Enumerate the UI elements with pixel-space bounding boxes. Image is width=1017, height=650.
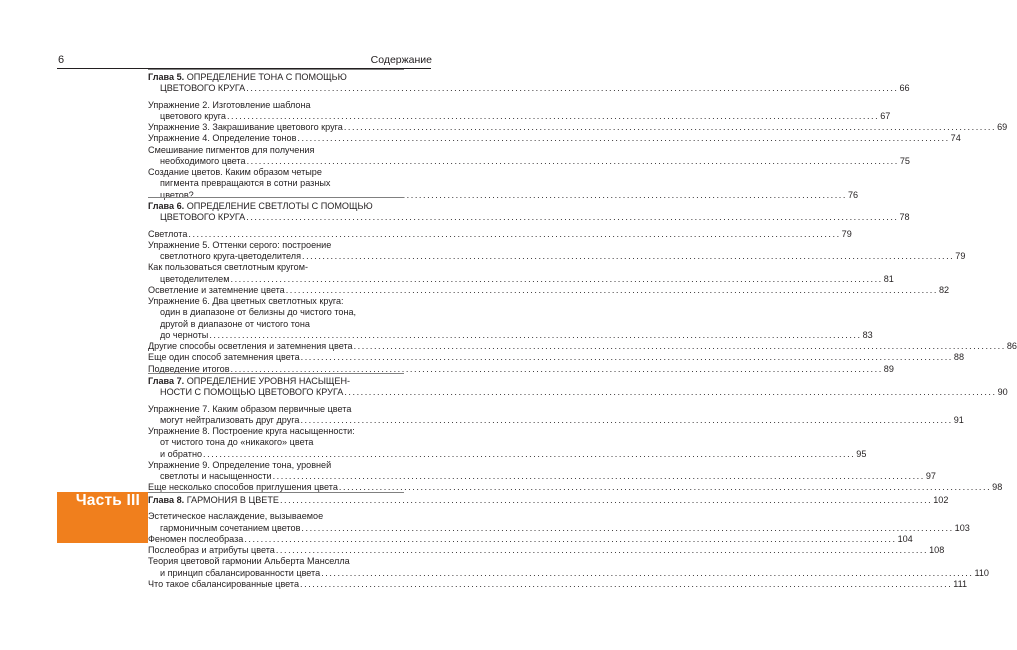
entry-text: ОПРЕДЕЛЕНИЕ ТОНА С ПОМОЩЬЮ (184, 72, 347, 82)
page-ref: 76 (847, 189, 859, 200)
entry-text: Еще несколько способов приглушения цвета (148, 482, 338, 493)
dot-leader: ................................................................................................................................................................ (209, 329, 862, 340)
entry-title (160, 568, 320, 579)
entry-title (160, 319, 310, 330)
dot-leader: ................................................................................................................................................................ (272, 471, 925, 481)
entry-title (160, 212, 245, 223)
toc-entry (148, 262, 404, 273)
entry-text: Как пользоваться светлотным кругом- (148, 262, 308, 273)
dot-leader: ................................................................................................................................................................ (230, 363, 883, 374)
chapter-number: Глава 7. (148, 376, 185, 386)
entry-text: Эстетическое наслаждение, вызываемое (148, 511, 324, 522)
entry-text: от чистого тона до «никакого» цвета (160, 437, 314, 448)
toc-entry (148, 341, 1017, 352)
toc-entry (148, 212, 910, 223)
entry-text: Еще один способ затемнения цвета (148, 352, 300, 363)
entry-text: могут нейтрализовать друг друга (160, 414, 300, 425)
entry-title (160, 387, 343, 398)
entry-title (148, 296, 344, 307)
entry-text: цветового круга (160, 110, 226, 121)
dot-leader: ................................................................................................................................................................ (246, 212, 899, 223)
toc-entry (148, 133, 961, 144)
entry-text: Светлота (148, 228, 188, 239)
dot-leader: ................................................................................................................................................................ (300, 352, 953, 363)
entry-title (160, 523, 300, 534)
toc-entry (148, 122, 1008, 133)
entry-text: Подведение итогов (148, 363, 230, 374)
page-ref: 75 (899, 155, 910, 166)
entry-title (160, 111, 226, 122)
page-ref: 67 (880, 110, 891, 121)
toc-entry (148, 511, 404, 522)
entry-text: Послеобраз и атрибуты цвета (148, 545, 275, 555)
part-tab (57, 492, 148, 543)
entry-title (148, 285, 285, 296)
entry-text: гармоничным сочетанием цветов (160, 522, 301, 533)
toc-entry (148, 100, 404, 111)
entry-title (148, 511, 323, 522)
dot-leader: ................................................................................................................................................................ (246, 155, 899, 166)
toc-entry (148, 471, 936, 482)
toc-entry (148, 437, 404, 448)
toc-entry (148, 329, 873, 341)
toc-entry (148, 83, 910, 94)
dot-leader: ................................................................................................................................................................ (226, 110, 880, 121)
entry-title (148, 495, 279, 506)
dot-leader: ................................................................................................................................................................ (297, 133, 950, 144)
dot-leader: ................................................................................................................................................................ (279, 495, 933, 505)
entry-text: Упражнение 9. Определение тона, уровней (148, 459, 332, 470)
dot-leader: ................................................................................................................................................................ (344, 387, 997, 398)
entry-title (148, 240, 331, 251)
entry-text: ЦВЕТОВОГО КРУГА (160, 83, 246, 94)
part-label: Часть III (75, 492, 140, 509)
page-ref: 95 (856, 448, 867, 459)
page-ref: 79 (955, 251, 966, 261)
dot-leader: ................................................................................................................................................................ (285, 284, 938, 295)
entry-title (148, 579, 299, 590)
page-ref: 78 (899, 212, 910, 223)
entry-title (148, 167, 322, 178)
entry-text: Упражнение 7. Каким образом первичные цвета (148, 403, 352, 414)
entry-text: Создание цветов. Каким образом четыре (148, 167, 322, 177)
chapter-heading (148, 495, 949, 506)
toc-entry (148, 189, 859, 201)
chapter-heading (148, 201, 404, 212)
page-ref: 103 (954, 522, 970, 533)
page-ref: 88 (953, 352, 965, 363)
toc-entry (148, 273, 894, 285)
entry-title (160, 156, 246, 167)
page-ref: 98 (992, 482, 1003, 493)
entry-text: до черноты (160, 329, 209, 340)
entry-title (160, 274, 230, 285)
page-ref: 108 (929, 545, 945, 555)
dot-leader: ................................................................................................................................................................ (300, 578, 953, 589)
page-number: 6 (58, 54, 65, 66)
entry-title (148, 122, 343, 133)
toc-entry (148, 404, 404, 415)
chapter-number: Глава 8. (148, 495, 185, 505)
dot-leader: ................................................................................................................................................................ (230, 273, 883, 284)
page-ref: 83 (862, 329, 873, 340)
entry-title (160, 471, 272, 482)
toc-entry (148, 110, 891, 122)
page-ref: 104 (897, 533, 913, 544)
entry-title (148, 341, 353, 352)
entry-text: Феномен послеобраза (148, 533, 244, 544)
dot-leader: ................................................................................................................................................................ (244, 533, 897, 544)
toc-entry (148, 448, 867, 460)
page-ref: 82 (938, 284, 950, 295)
dot-leader: ................................................................................................................................................................ (353, 341, 1006, 351)
chapter-number: Глава 6. (148, 201, 185, 211)
entry-text: светлотного круга-цветоделителя (160, 251, 302, 261)
toc-entry (148, 296, 404, 307)
entry-text: Упражнение 3. Закрашивание цветового круга (148, 122, 343, 132)
entry-title (148, 145, 314, 156)
entry-title (148, 262, 308, 273)
entry-title (160, 83, 245, 94)
chapter-number: Глава 5. (148, 72, 185, 82)
dot-leader: ................................................................................................................................................................ (188, 228, 841, 239)
entry-text: светлоты и насыщенности (160, 471, 272, 481)
chapter-separator (148, 69, 404, 70)
toc-entry (148, 155, 910, 167)
chapter-separator (148, 197, 404, 198)
page-ref: 89 (883, 363, 894, 374)
chapter-7-block (148, 376, 1008, 494)
page-ref: 86 (1006, 341, 1017, 351)
toc-entry (148, 567, 989, 579)
dot-leader: ................................................................................................................................................................ (300, 414, 953, 425)
toc-entry (148, 251, 966, 262)
entry-text: Упражнение 4. Определение тонов (148, 133, 297, 144)
page-ref: 79 (841, 228, 852, 239)
entry-title (148, 229, 187, 240)
entry-title (148, 556, 350, 567)
entry-text: ОПРЕДЕЛЕНИЕ УРОВНЯ НАСЫЩЕН- (184, 376, 351, 386)
dot-leader: ................................................................................................................................................................ (203, 448, 856, 459)
chapter-heading (148, 376, 404, 387)
dot-leader: ................................................................................................................................................................ (246, 83, 899, 94)
entry-text: Осветление и затемнение цвета (148, 284, 285, 295)
toc-entry (148, 522, 970, 534)
entry-text: ОПРЕДЕЛЕНИЕ СВЕТЛОТЫ С ПОМОЩЬЮ (184, 201, 373, 211)
entry-title (160, 307, 356, 318)
page-ref: 74 (950, 133, 961, 144)
entry-title (148, 545, 275, 556)
entry-title (160, 190, 194, 201)
entry-title (148, 404, 351, 415)
entry-text: ГАРМОНИЯ В ЦВЕТЕ (184, 495, 279, 505)
entry-text: Упражнение 5. Оттенки серого: построение (148, 239, 332, 250)
toc-entry (148, 228, 852, 240)
entry-title (148, 72, 347, 83)
toc-entry (148, 545, 945, 556)
toc-entry (148, 426, 404, 437)
dot-leader: ................................................................................................................................................................ (338, 482, 992, 493)
toc-entry (148, 145, 404, 156)
toc-entry (148, 167, 404, 178)
page-ref: 110 (974, 567, 989, 578)
page-ref: 91 (953, 414, 964, 425)
chapter-6-block (148, 201, 1017, 375)
dot-leader: ................................................................................................................................................................ (321, 567, 974, 578)
toc-entry (148, 240, 404, 251)
entry-title (148, 460, 331, 471)
entry-text: Смешивание пигментов для получения (148, 144, 315, 155)
entry-text: Теория цветовой гармонии Альберта Манселла (148, 556, 350, 567)
chapter-8-block (148, 495, 989, 590)
entry-text: Упражнение 6. Два цветных светлотных круга: (148, 296, 344, 306)
toc-entry (148, 387, 1008, 398)
entry-text: Упражнение 8. Построение круга насыщенности: (148, 426, 355, 436)
entry-text: необходимого цвета (160, 155, 246, 166)
page-ref: 102 (933, 495, 949, 505)
chapter-separator (148, 492, 404, 493)
page-ref: 90 (997, 387, 1008, 398)
toc-entry (148, 556, 404, 567)
toc-entry (148, 178, 404, 189)
entry-text: один в диапазоне от белизны до чистого тона, (160, 307, 357, 318)
toc-entry (148, 307, 404, 318)
entry-text: пигмента превращаются в сотни разных (160, 178, 331, 189)
entry-title (148, 352, 300, 363)
entry-title (148, 376, 350, 387)
entry-title (160, 415, 299, 426)
entry-title (148, 426, 355, 437)
entry-title (160, 449, 202, 460)
page-ref: 66 (899, 83, 910, 94)
entry-text: НОСТИ С ПОМОЩЬЮ ЦВЕТОВОГО КРУГА (160, 387, 344, 398)
toc-entry (148, 578, 968, 590)
entry-text: цветов? (160, 189, 194, 200)
entry-title (148, 534, 243, 545)
toc-entry (148, 352, 965, 363)
entry-text: Упражнение 2. Изготовление шаблона (148, 99, 311, 110)
entry-text: цветоделителем (160, 273, 230, 284)
dot-leader: ................................................................................................................................................................ (302, 251, 955, 261)
dot-leader: ................................................................................................................................................................ (194, 189, 847, 200)
entry-title (160, 437, 313, 448)
entry-text: ЦВЕТОВОГО КРУГА (160, 212, 246, 223)
entry-text: другой в диапазоне от чистого тона (160, 318, 310, 329)
toc-entry (148, 319, 404, 330)
entry-title (148, 201, 373, 212)
entry-title (160, 251, 301, 262)
toc-entry (148, 460, 404, 471)
entry-title (148, 100, 311, 111)
entry-text: Что такое сбалансированные цвета (148, 578, 300, 589)
dot-leader: ................................................................................................................................................................ (343, 122, 997, 132)
entry-title (160, 330, 208, 341)
chapter-heading (148, 72, 404, 83)
dot-leader: ................................................................................................................................................................ (275, 545, 929, 555)
chapter-5-block (148, 72, 1008, 201)
page-ref: 69 (997, 122, 1008, 132)
entry-title (148, 133, 296, 144)
entry-title (160, 178, 330, 189)
dot-leader: ................................................................................................................................................................ (301, 522, 954, 533)
entry-text: и обратно (160, 448, 203, 459)
toc-entry (148, 284, 950, 296)
toc-entry (148, 533, 913, 545)
toc-entry (148, 414, 964, 426)
page-ref: 97 (925, 471, 936, 481)
entry-text: Другие способы осветления и затемнения цвета (148, 341, 353, 351)
chapter-separator (148, 373, 404, 374)
entry-text: и принцип сбалансированности цвета (160, 567, 321, 578)
running-head-title: Содержание (370, 54, 432, 66)
page-ref: 111 (953, 578, 968, 589)
page-ref: 81 (883, 273, 894, 284)
